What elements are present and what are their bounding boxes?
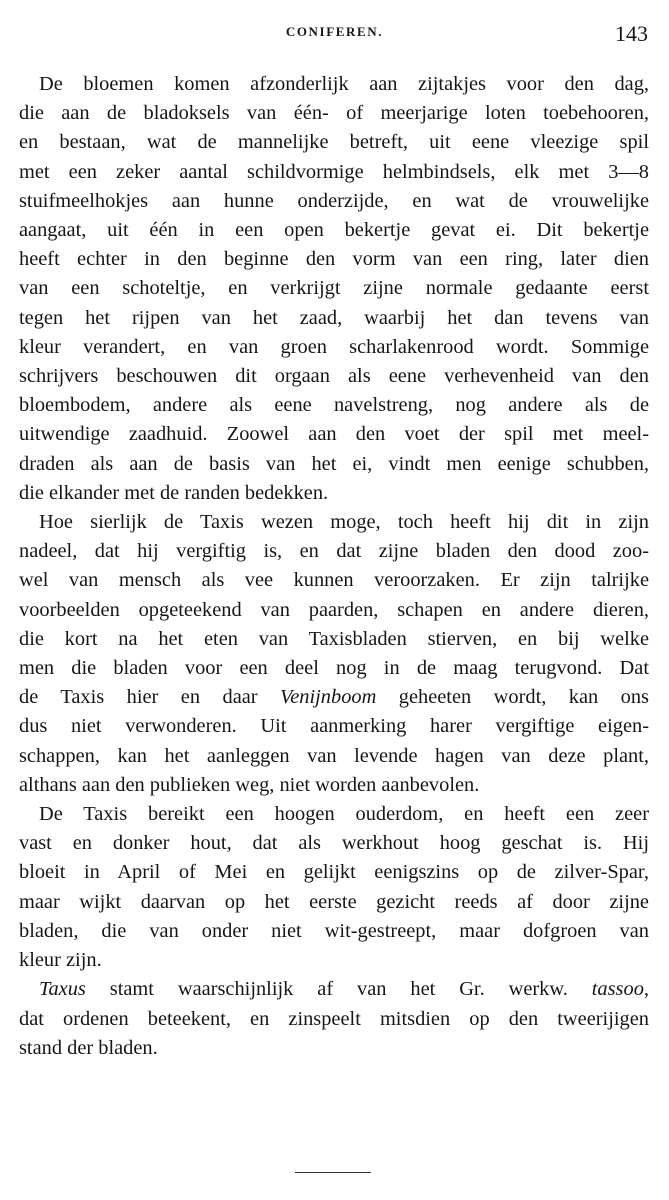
text-line	[19, 683, 649, 712]
paragraph	[19, 800, 649, 975]
body-text	[19, 70, 649, 1063]
text-line	[19, 187, 649, 216]
text-line	[19, 917, 649, 946]
text-line	[19, 245, 649, 274]
text-run: schappen, kan het aanleggen van levende hagen van deze plant,	[19, 744, 649, 767]
running-title: CONIFEREN.	[285, 24, 384, 39]
text-run: heeft echter in den beginne den vorm van een ring, later dien	[19, 248, 649, 271]
text-line	[19, 888, 649, 917]
text-run: men die bladen voor een deel nog in de maag terugvond. Dat	[19, 657, 649, 680]
text-run: voorbeelden opgeteekend van paarden, schapen en andere dieren,	[19, 598, 649, 621]
text-run: bladen, die van onder niet wit-gestreept, maar dofgroen van	[19, 919, 649, 942]
text-line	[19, 537, 649, 566]
page-number: 143	[615, 21, 648, 46]
text-line	[19, 829, 649, 858]
text-run: die elkander met de randen bedekken.	[19, 481, 329, 504]
text-line	[19, 654, 649, 683]
paragraph	[19, 508, 649, 800]
text-line	[19, 566, 649, 595]
text-line	[19, 712, 649, 741]
text-line	[19, 800, 649, 829]
text-run: aangaat, uit één in een open bekertje gevat ei. Dit bekertje	[19, 219, 649, 242]
text-run: nadeel, dat hij vergiftig is, en dat zijne bladen den dood zoo-	[19, 540, 649, 563]
text-run: stuifmeelhokjes aan hunne onderzijde, en wat de vrouwelijke	[19, 189, 649, 212]
text-line	[19, 216, 649, 245]
text-run: die aan de bladoksels van één- of meerjarige loten toebehooren,	[19, 102, 649, 125]
text-line	[19, 508, 649, 537]
text-line	[19, 742, 649, 771]
paragraph	[19, 70, 649, 508]
text-run: kleur verandert, en van groen scharlakenrood wordt. Sommige	[19, 335, 649, 358]
text-line	[19, 625, 649, 654]
text-run: tegen het rijpen van het zaad, waarbij het dan tevens van	[19, 306, 649, 329]
text-run: althans aan den publieken weg, niet worden aanbevolen.	[19, 773, 480, 796]
end-rule	[295, 1172, 371, 1173]
text-run: De Taxis bereikt een hoogen ouderdom, en heeft een zeer	[39, 803, 649, 826]
text-run: draden als aan de basis van het ei, vindt men eenige schubben,	[19, 452, 649, 475]
text-line	[19, 391, 649, 420]
text-run: wel van mensch als vee kunnen veroorzaken. Er zijn talrijke	[19, 569, 649, 592]
text-run: vast en donker hout, dat als werkhout hoog geschat is. Hij	[19, 832, 649, 855]
paragraph	[19, 975, 649, 1063]
text-line	[19, 70, 649, 99]
text-run: bloembodem, andere als eene navelstreng, nog andere als de	[19, 394, 649, 417]
text-line	[19, 479, 649, 508]
text-line	[19, 304, 649, 333]
running-header	[0, 22, 669, 46]
text-run: met een zeker aantal schildvormige helmbindsels, elk met 3—8	[19, 160, 649, 183]
text-run: uitwendige zaadhuid. Zoowel aan den voet der spil met meel-	[19, 423, 649, 446]
text-run: maar wijkt daarvan op het eerste gezicht reeds af door zijne	[19, 890, 649, 913]
text-line	[19, 99, 649, 128]
italic-term: Taxus	[39, 978, 86, 1001]
text-run: en bestaan, wat de mannelijke betreft, uit eene vleezige spil	[19, 131, 649, 154]
text-line	[19, 1034, 649, 1063]
text-run: dat ordenen beteekent, en zinspeelt mitsdien op den tweerijigen	[19, 1007, 649, 1030]
text-line	[19, 596, 649, 625]
text-run: de Taxis hier en daar	[19, 686, 281, 709]
text-line	[19, 158, 649, 187]
text-line	[19, 420, 649, 449]
text-line	[19, 274, 649, 303]
text-run: van een schoteltje, en verkrijgt zijne normale gedaante eerst	[19, 277, 649, 300]
text-line	[19, 858, 649, 887]
text-run: Hoe sierlijk de Taxis wezen moge, toch heeft hij dit in zijn	[39, 511, 649, 534]
text-line	[19, 771, 649, 800]
text-run: stamt waarschijnlijk af van het Gr. werkw.	[85, 978, 592, 1001]
text-run: stand der bladen.	[19, 1036, 158, 1059]
text-run: dus niet verwonderen. Uit aanmerking harer vergiftige eigen-	[19, 715, 649, 738]
text-line	[19, 946, 649, 975]
text-run: De bloemen komen afzonderlijk aan zijtakjes voor den dag,	[39, 73, 649, 95]
text-line	[19, 362, 649, 391]
text-run: die kort na het eten van Taxisbladen stierven, en bij welke	[19, 627, 649, 650]
text-run: kleur zijn.	[19, 949, 102, 972]
text-run: geheeten wordt, kan ons	[376, 686, 649, 709]
text-line	[19, 128, 649, 157]
text-line	[19, 450, 649, 479]
text-line	[19, 975, 649, 1004]
text-run: schrijvers beschouwen dit orgaan als eene verhevenheid van den	[19, 365, 649, 388]
text-run: bloeit in April of Mei en gelijkt eenigszins op de zilver-Spar,	[19, 861, 649, 884]
text-line	[19, 333, 649, 362]
text-line	[19, 1005, 649, 1034]
italic-term: tassoo,	[591, 978, 649, 1001]
italic-term: Venijnboom	[280, 686, 377, 709]
